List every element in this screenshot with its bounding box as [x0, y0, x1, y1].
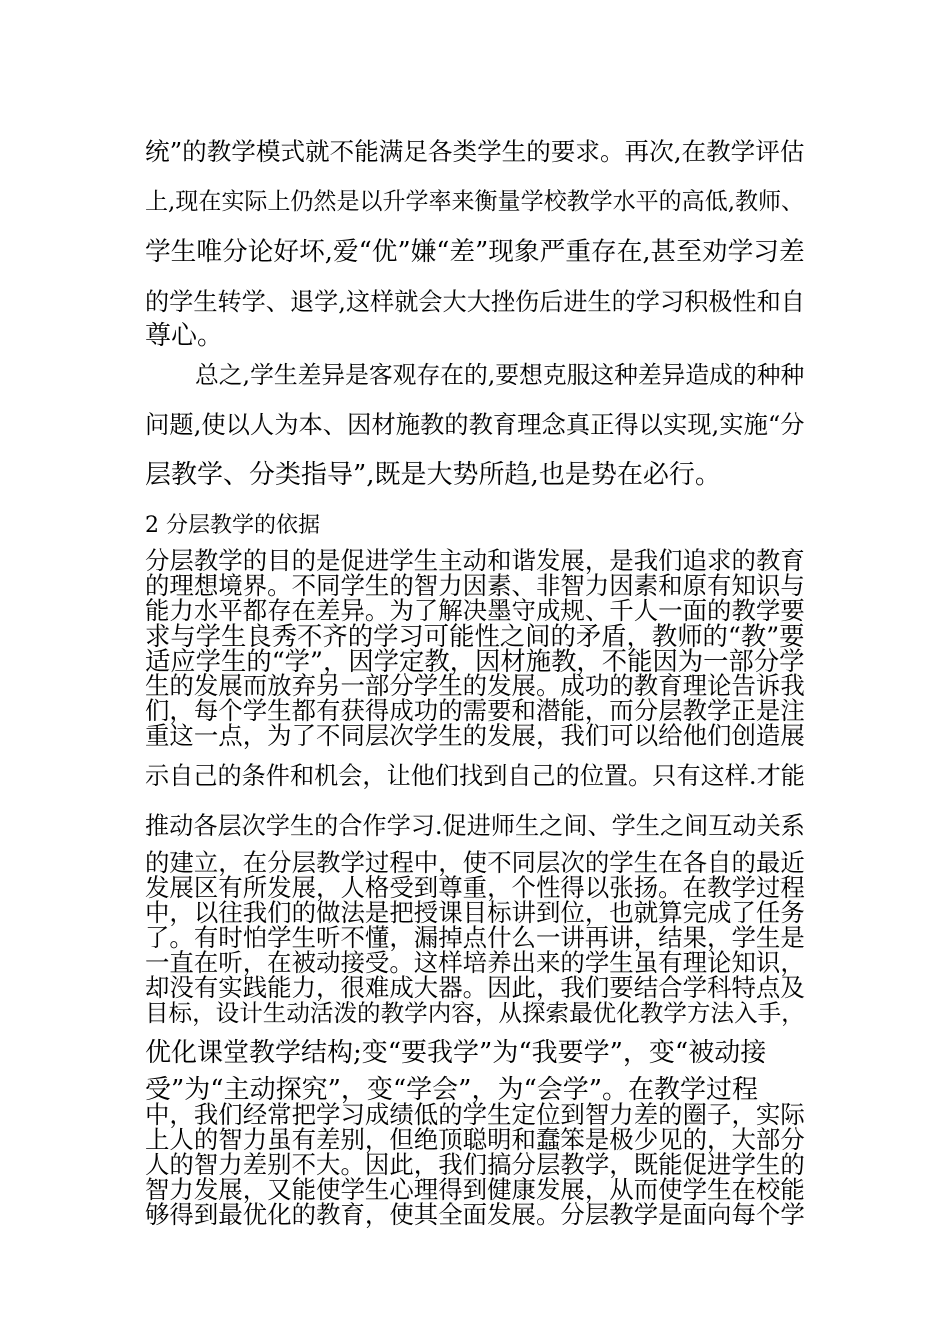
- text-line: 能力水平都存在差异。为了解决墨守成规、千人一面的教学要: [145, 596, 805, 625]
- text-line: 求与学生良秀不齐的学习可能性之间的矛盾，教师的“教”要: [145, 621, 805, 651]
- text-line: 尊心。: [145, 321, 224, 351]
- text-line: 统”的教学模式就不能满足各类学生的要求。再次,在教学评估: [145, 137, 805, 166]
- text-line: 却没有实践能力，很难成大器。因此，我们要结合学科特点及: [145, 973, 805, 1002]
- text-line: 人的智力差别不大。因此，我们搞分层教学，既能促进学生的: [145, 1150, 805, 1179]
- text-line: 的理想境界。不同学生的智力因素、非智力因素和原有知识与: [145, 571, 805, 600]
- text-line: 优化课堂教学结构;变“要我学”为“我要学”，变“被动接: [145, 1038, 767, 1068]
- text-line: 的建立，在分层教学过程中，使不同层次的学生在各自的最近: [145, 848, 805, 877]
- text-line: 中，我们经常把学习成绩低的学生定位到智力差的圈子，实际: [145, 1100, 805, 1129]
- text-line: 发展区有所发展，人格受到尊重，个性得以张扬。在教学过程: [145, 873, 805, 902]
- text-line: 总之,学生差异是客观存在的,要想克服这种差异造成的种种: [195, 361, 805, 389]
- text-line: 问题,使以人为本、因材施教的教育理念真正得以实现,实施“分: [145, 410, 805, 439]
- text-line: 一直在听，在被动接受。这样培养出来的学生虽有理论知识，: [145, 948, 805, 977]
- text-line: 受”为“主动探究”，变“学会”，为“会学”。在教学过程: [145, 1075, 759, 1105]
- text-line: 上,现在实际上仍然是以升学率来衡量学校教学水平的高低,教师、: [145, 189, 805, 215]
- text-line: 目标，设计生动活泼的教学内容，从探索最优化教学方法入手，: [145, 999, 805, 1027]
- text-line: 够得到最优化的教育，使其全面发展。分层教学是面向每个学: [145, 1200, 805, 1229]
- text-line: 生的发展而放弃另一部分学生的发展。成功的教育理论告诉我: [145, 671, 805, 700]
- text-line: 们，每个学生都有获得成功的需要和潜能，而分层教学正是注: [145, 696, 805, 725]
- text-line: 中，以往我们的做法是把授课目标讲到位，也就算完成了任务: [145, 898, 805, 927]
- text-line: 示自己的条件和机会，让他们找到自己的位置。只有这样.才能: [145, 762, 805, 790]
- text-line: 智力发展，又能使学生心理得到健康发展，从而使学生在校能: [145, 1175, 805, 1204]
- text-line: 上人的智力虽有差别，但绝顶聪明和蠢笨是极少见的，大部分: [145, 1125, 805, 1154]
- text-line: 适应学生的“学”，因学定教，因材施教，不能因为一部分学: [145, 646, 805, 676]
- text-line: 的学生转学、退学,这样就会大大挫伤后进生的学习积极性和自: [145, 288, 805, 316]
- section-heading: 2 分层教学的依据: [145, 513, 320, 538]
- text-line: 了。有时怕学生听不懂，漏掉点什么一讲再讲，结果，学生是: [145, 923, 805, 952]
- text-line: 推动各层次学生的合作学习.促进师生之间、学生之间互动关系: [145, 812, 805, 840]
- text-line: 重这一点，为了不同层次学生的发展，我们可以给他们创造展: [145, 721, 805, 750]
- text-line: 学生唯分论好坏,爱“优”嫌“差”现象严重存在,甚至劝学习差: [145, 237, 805, 267]
- text-line: 分层教学的目的是促进学生主动和谐发展，是我们追求的教育: [145, 546, 805, 575]
- text-line: 层教学、分类指导”,既是大势所趋,也是势在必行。: [145, 460, 721, 490]
